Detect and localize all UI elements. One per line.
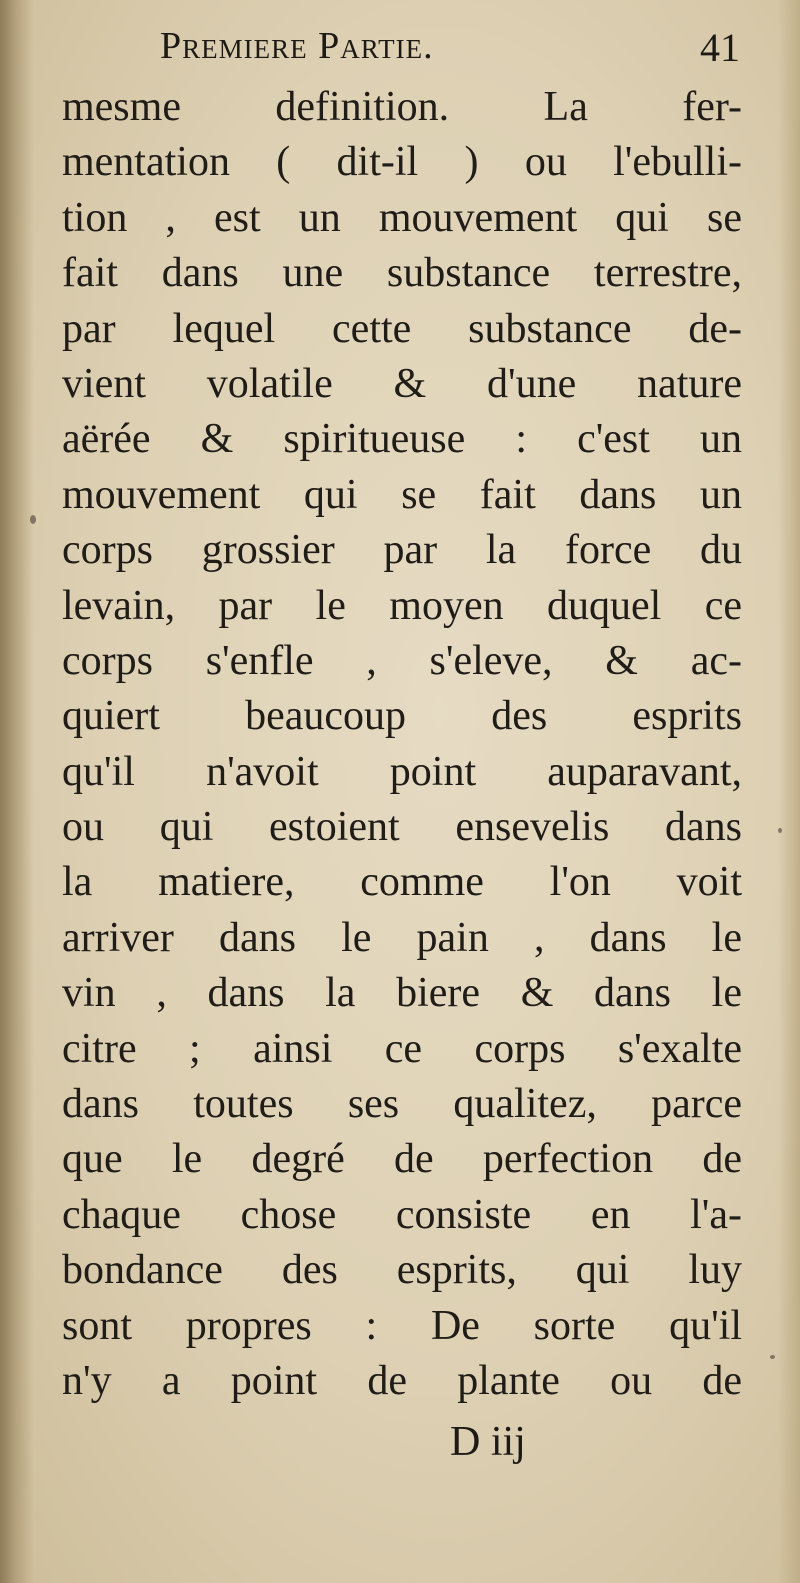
text-line: vin , dans la biere & dans le (62, 970, 742, 1017)
text-line: aërée & spiritueuse : c'est un (62, 416, 742, 463)
ink-speck (778, 828, 782, 833)
text-line: n'y a point de plante ou de (62, 1357, 742, 1404)
text-line: par lequel cette substance de- (62, 305, 742, 352)
ink-speck (770, 1355, 775, 1359)
text-line: sont propres : De sorte qu'il (62, 1302, 742, 1349)
text-line: dans toutes ses qualitez, parce (62, 1081, 742, 1128)
text-line: fait dans une substance terrestre, (62, 250, 742, 297)
signature-mark: D iij (450, 1419, 526, 1465)
text-line: levain, par le moyen duquel ce (62, 582, 742, 629)
text-line: mesme definition. La fer- (62, 84, 742, 130)
text-line: mouvement qui se fait dans un (62, 471, 742, 518)
gutter-shadow (0, 0, 34, 1583)
text-line: quiert beaucoup des esprits (62, 693, 742, 740)
text-line: qu'il n'avoit point auparavant, (62, 748, 742, 795)
text-line: chaque chose consiste en l'a- (62, 1191, 742, 1238)
text-line: la matiere, comme l'on voit (62, 859, 742, 906)
text-line: arriver dans le pain , dans le (62, 914, 742, 961)
text-line: mentation ( dit-il ) ou l'ebulli- (62, 139, 742, 186)
text-line: tion , est un mouvement qui se (62, 194, 742, 241)
text-line: corps s'enfle , s'eleve, & ac- (62, 637, 742, 684)
page-edge (778, 0, 800, 1583)
text-line: corps grossier par la force du (62, 527, 742, 574)
ink-speck (30, 515, 36, 524)
body-text (62, 80, 742, 1409)
text-line: ou qui estoient ensevelis dans (62, 804, 742, 851)
page-number: 41 (700, 25, 740, 70)
text-line: vient volatile & d'une nature (62, 360, 742, 407)
page-header (150, 20, 740, 76)
text-line: que le degré de perfection de (62, 1136, 742, 1183)
text-line: citre ; ainsi ce corps s'exalte (62, 1025, 742, 1072)
running-head: Premiere Partie. (160, 25, 434, 67)
text-line: bondance des esprits, qui luy (62, 1247, 742, 1294)
